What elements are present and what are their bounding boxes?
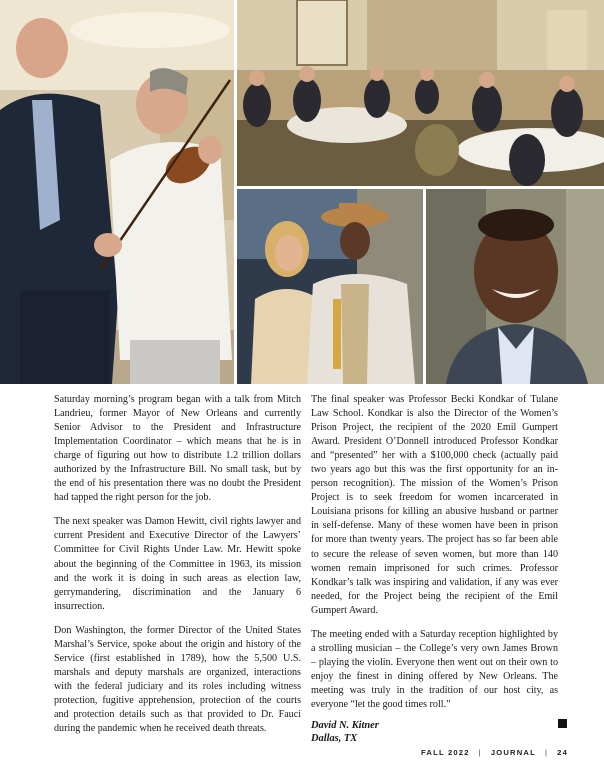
end-of-article-mark [558,719,567,728]
article-column-left [54,393,301,746]
photo-dinner-banquet [237,0,604,186]
article-column-right [311,393,558,745]
photo-couple-trumpet [237,189,423,384]
footer-separator: | [478,748,482,757]
article-paragraph: The next speaker was Damon Hewitt, civil rights lawyer and current President and Executive Director of the Lawyers’ Committee for Civil Rights Under Law. Mr. Hewitt spoke about the beginning of the Committee in 1963, its mission and the work it is doing in such areas as election law, gerrymandering, discrimination and the January 6 insurrection. [54,516,301,612]
author-location: Dallas, TX [311,733,358,745]
photo-violin-player [0,0,234,384]
footer-season: FALL 2022 [421,748,470,757]
article-paragraph: Don Washington, the former Director of the United States Marshal’s Service, spoke about the origin and history of the Service (first established in 1789), how the 5,500 U.S. marshals and deputy marshals are organized, interactions with the federal judiciary and its roles including witness protection, fugitive apprehension, protection of the courts and protection details such as that provided to Dr. Fauci during the pandemic when he received death threats. [54,624,301,735]
footer-publication: JOURNAL [490,748,536,757]
article-paragraph: The meeting ended with a Saturday reception highlighted by a strolling musician – the College’s very own James Brown – playing the violin. Everyone then went out on their own to enjoy the finest in dining offered by New Orleans. The meeting was truly in the tradition of our host city, as everyone “let the good times roll.” [311,628,558,710]
page-number: 24 [557,748,568,757]
footer-separator: | [544,748,549,757]
page-footer [421,748,568,757]
article-paragraph: Saturday morning’s program began with a talk from Mitch Landrieu, former Mayor of New Orleans and currently Senior Advisor to the President and Infrastructure Implementation Coordinator – which means that he is in charge of figuring out how to distribute 1.2 trillion dollars authorized by the Infrastructure Bill. No small task, but by the end of his presentation there was no doubt the President had tapped the right person for the job. [54,394,301,504]
article-paragraph: The final speaker was Professor Becki Kondkar of Tulane Law School. Kondkar is also the Director of the Women’s Prison Project, the recipient of the 2020 Emil Gumpert Award. President O’Donnell introduced Professor Kondkar and “presented” her with a $100,000 check (actually paid two years ago but this was the first opportunity for an in-person recognition). The mission of the Women’s Prison Project is to seek freedom for women incarcerated in Louisiana prisons for killing an abusive husband or partner in self-defense. Many of these women have been in prison for more than twenty years. The project has so far been able to secure the release of seven women, but more than 140 women remain imprisoned for such crimes. Professor Kondkar’s talk was inspiring and validation, if any was ever needed, for the Project being the recipient of the Emil Gumpert Award. [311,394,558,616]
photo-portrait-speaker [426,189,604,384]
author-name: David N. Kitner [311,720,379,732]
author-signature [311,719,558,745]
